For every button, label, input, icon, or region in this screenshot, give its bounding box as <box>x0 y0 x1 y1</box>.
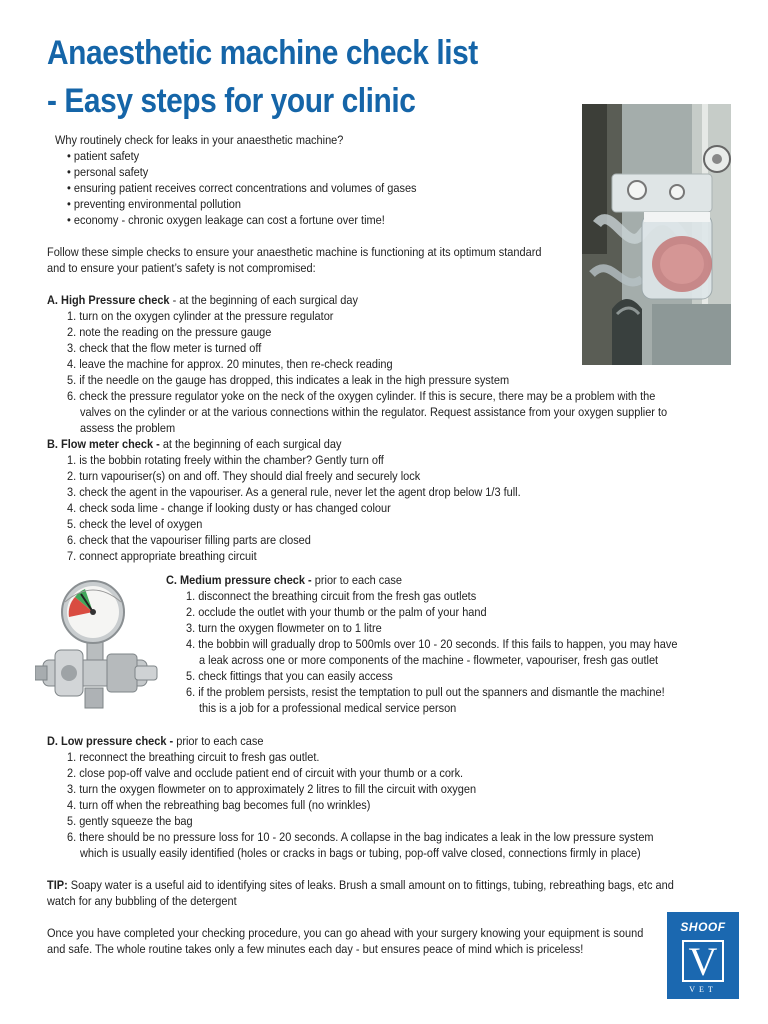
intro-bullet: • economy - chronic oxygen leakage can cost a fortune over time! <box>67 213 385 227</box>
intro-bullet: • personal safety <box>67 165 149 179</box>
section-c-step-cont: this is a job for a professional medical service person <box>199 701 457 715</box>
section-c-label: C. Medium pressure check - <box>166 573 312 587</box>
section-d-heading <box>47 733 263 749</box>
logo-letter: V <box>682 940 724 982</box>
intro-bullet: • preventing environmental pollution <box>67 197 241 211</box>
section-a-step-cont: assess the problem <box>80 421 176 435</box>
tip-line-2: watch for any bubbling of the detergent <box>47 894 237 908</box>
section-c-heading <box>166 572 402 588</box>
section-a-step: 2. note the reading on the pressure gauge <box>67 325 272 339</box>
tip-line: Soapy water is a useful aid to identifying sites of leaks. Brush a small amount on to fittings, tubing, rebreathing bags, etc and <box>67 878 674 892</box>
intro-follow: Follow these simple checks to ensure your anaesthetic machine is functioning at its optimum standard <box>47 245 542 259</box>
section-c-step-cont: a leak across one or more components of the machine - flowmeter, vapouriser, fresh gas outlet <box>199 653 659 667</box>
section-d-note: prior to each case <box>173 734 264 748</box>
intro-bullet: • patient safety <box>67 149 140 163</box>
section-d-step: 4. turn off when the rebreathing bag becomes full (no wrinkles) <box>67 798 371 812</box>
section-a-step: 4. leave the machine for approx. 20 minutes, then re-check reading <box>67 357 393 371</box>
shoof-vet-logo <box>667 912 739 999</box>
section-c-step: 4. the bobbin will gradually drop to 500mls over 10 - 20 seconds. If this fails to happen, you may have <box>186 637 678 651</box>
closing-text: and safe. The whole routine takes only a few minutes each day - but ensures peace of mind which is priceless! <box>47 942 584 956</box>
section-d-step: 2. close pop-off valve and occlude patient end of circuit with your thumb or a cork. <box>67 766 464 780</box>
section-b-note: at the beginning of each surgical day <box>159 437 342 451</box>
intro-follow: and to ensure your patient’s safety is not compromised: <box>47 261 316 275</box>
tip-text <box>47 877 674 893</box>
section-b-step: 2. turn vapouriser(s) on and off. They should dial freely and securely lock <box>67 469 421 483</box>
section-c-note: prior to each case <box>311 573 402 587</box>
section-a-label: A. High Pressure check <box>47 293 170 307</box>
section-a-step-cont: valves on the cylinder or at the various connections within the regulator. Request assistance from your oxygen supplier to <box>80 405 668 419</box>
section-b-step: 5. check the level of oxygen <box>67 517 203 531</box>
section-d-step: 3. turn the oxygen flowmeter on to approximately 2 litres to fill the circuit with oxygen <box>67 782 477 796</box>
section-d-label: D. Low pressure check - <box>47 734 174 748</box>
section-d-step: 5. gently squeeze the bag <box>67 814 193 828</box>
section-b-step: 7. connect appropriate breathing circuit <box>67 549 257 563</box>
pressure-gauge-illustration <box>35 580 160 710</box>
section-a-step: 3. check that the flow meter is turned off <box>67 341 262 355</box>
section-a-step: 1. turn on the oxygen cylinder at the pressure regulator <box>67 309 334 323</box>
section-a-step: 6. check the pressure regulator yoke on the neck of the oxygen cylinder. If this is secure, there may be a problem with the <box>67 389 656 403</box>
section-c-step: 6. if the problem persists, resist the temptation to pull out the spanners and dismantle the machine! <box>186 685 665 699</box>
section-d-step: 1. reconnect the breathing circuit to fresh gas outlet. <box>67 750 320 764</box>
logo-sub: VET <box>689 985 717 994</box>
section-c-step: 1. disconnect the breathing circuit from the fresh gas outlets <box>186 589 477 603</box>
section-d-step: 6. there should be no pressure loss for 10 - 20 seconds. A collapse in the bag indicates a leak in the low pressure system <box>67 830 654 844</box>
closing-text: Once you have completed your checking procedure, you can go ahead with your surgery knowing your equipment is sound <box>47 926 644 940</box>
section-b-step: 1. is the bobbin rotating freely within the chamber? Gently turn off <box>67 453 384 467</box>
section-c-step: 3. turn the oxygen flowmeter on to 1 litre <box>186 621 382 635</box>
intro-bullet: • ensuring patient receives correct concentrations and volumes of gases <box>67 181 417 195</box>
section-b-step: 4. check soda lime - change if looking dusty or has changed colour <box>67 501 391 515</box>
page-title: Anaesthetic machine check list <box>47 34 478 72</box>
section-a-heading <box>47 292 358 308</box>
section-d-step-cont: which is usually easily identified (holes or cracks in bags or tubing, pop-off valve closed, connections firmly in place) <box>80 846 641 860</box>
tip-label: TIP: <box>47 878 68 892</box>
anaesthetic-machine-photo <box>582 104 731 365</box>
section-a-step: 5. if the needle on the gauge has dropped, this indicates a leak in the high pressure system <box>67 373 510 387</box>
section-a-note: - at the beginning of each surgical day <box>169 293 358 307</box>
page-subtitle: - Easy steps for your clinic <box>47 82 416 120</box>
section-b-step: 3. check the agent in the vapouriser. As a general rule, never let the agent drop below 1/3 full. <box>67 485 521 499</box>
section-c-step: 5. check fittings that you can easily access <box>186 669 393 683</box>
logo-brand: SHOOF <box>680 920 726 934</box>
intro-question: Why routinely check for leaks in your anaesthetic machine? <box>55 133 344 147</box>
section-c-step: 2. occlude the outlet with your thumb or the palm of your hand <box>186 605 487 619</box>
section-b-step: 6. check that the vapouriser filling parts are closed <box>67 533 311 547</box>
section-b-label: B. Flow meter check - <box>47 437 160 451</box>
section-b-heading <box>47 436 341 452</box>
